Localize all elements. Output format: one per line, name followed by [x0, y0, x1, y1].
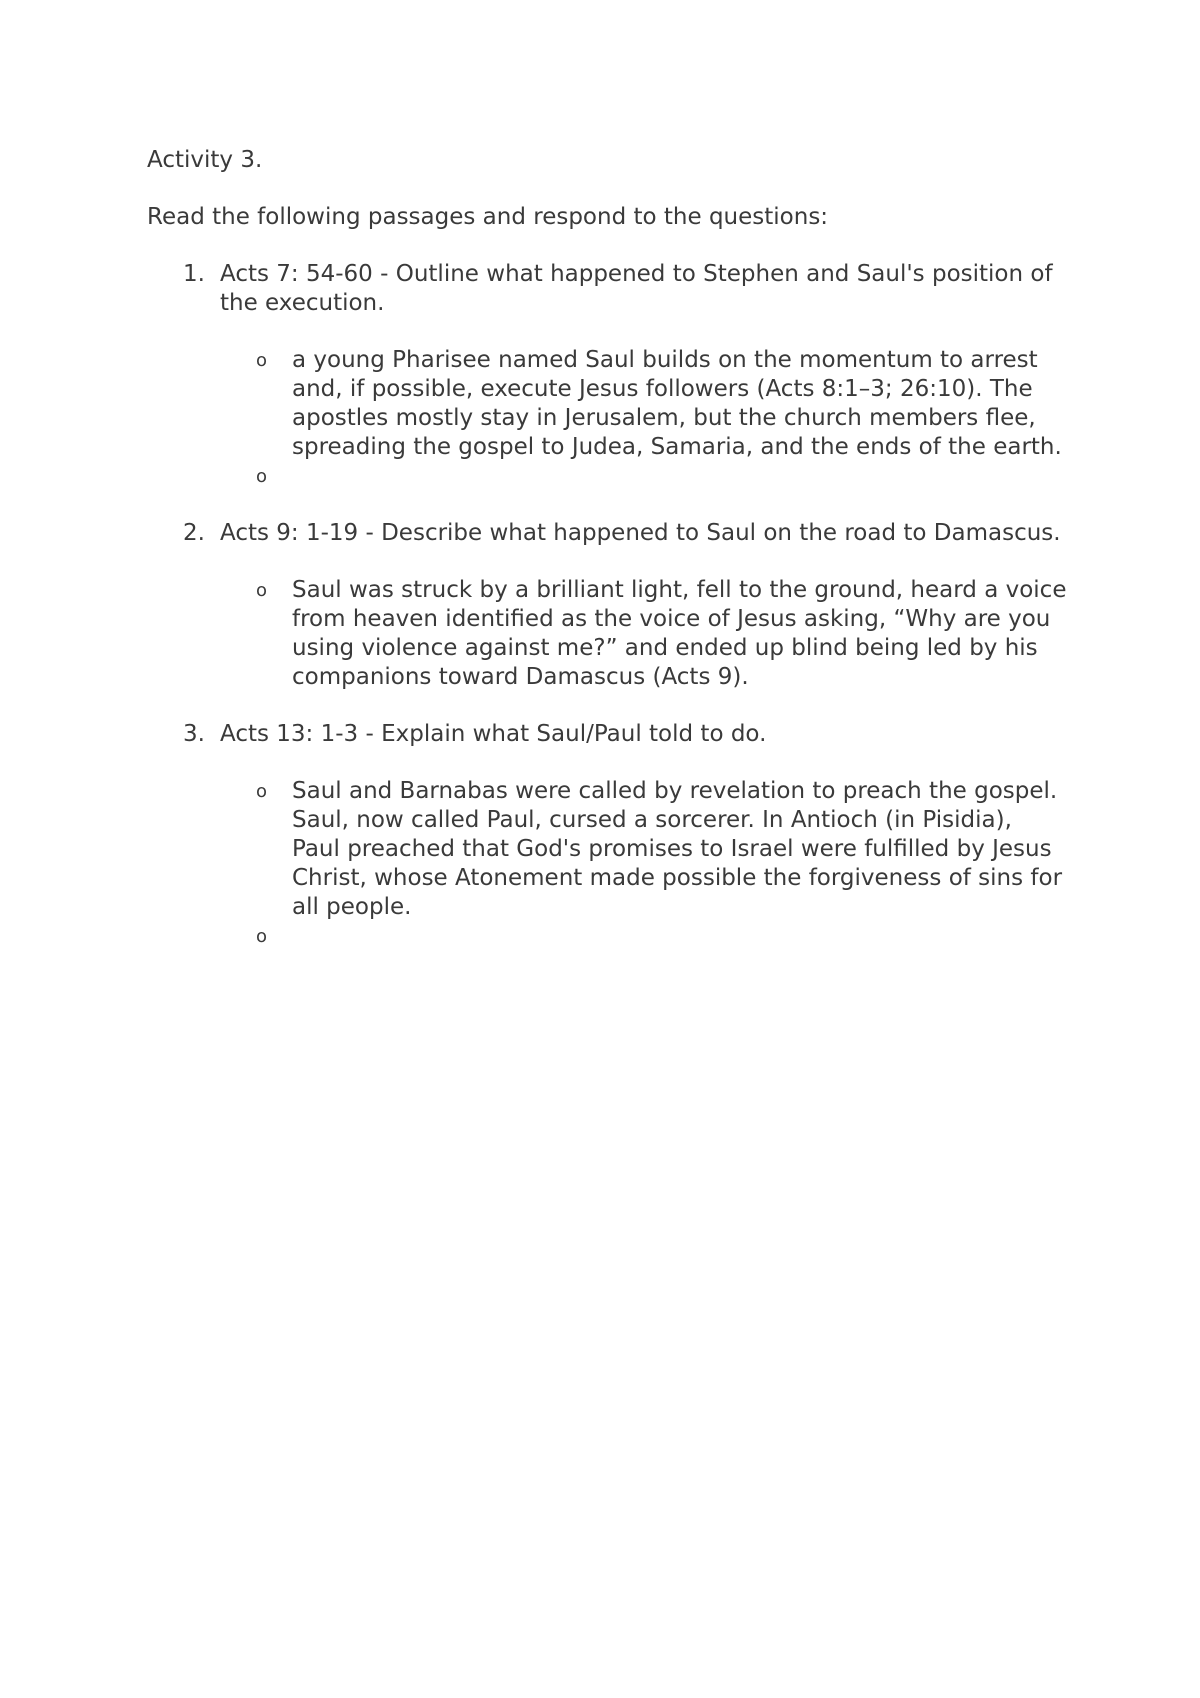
- circle-bullet-icon: o: [256, 466, 268, 487]
- question-text: Acts 7: 54-60 - Outline what happened to Stephen and Saul's position of the execution.: [220, 261, 1053, 316]
- answer-text: Saul and Barnabas were called by revelation to preach the gospel. Saul, now called Paul, cursed a sorcerer. In Antioch (in Pisidia), Paul preached that God's promises to Israel were fulfilled by Jesus Christ, whose Atonement made possible the forgiveness of sins for all people.: [292, 778, 1063, 920]
- answer-item: [220, 576, 1067, 692]
- question-text: Acts 9: 1-19 - Describe what happened to Saul on the road to Damascus.: [220, 520, 1061, 546]
- answer-item: [220, 346, 1067, 462]
- answer-item-empty: [220, 922, 1067, 951]
- question-number: 3.: [183, 721, 205, 747]
- circle-bullet-icon: o: [256, 350, 268, 371]
- answer-text: a young Pharisee named Saul builds on the momentum to arrest and, if possible, execute Jesus followers (Acts 8:1–3; 26:10). The apostles mostly stay in Jerusalem, but the church members flee, spreading the gospel to Judea, Samaria, and the ends of the earth.: [292, 347, 1062, 460]
- instructions-text: Read the following passages and respond to the questions:: [147, 204, 829, 230]
- circle-bullet-icon: o: [256, 926, 268, 947]
- circle-bullet-icon: o: [256, 781, 268, 802]
- question-number: 1.: [183, 261, 205, 287]
- question-text: Acts 13: 1-3 - Explain what Saul/Paul told to do.: [220, 721, 767, 747]
- answer-item: [220, 777, 1067, 922]
- activity-title: Activity 3.: [147, 147, 263, 173]
- answer-list: [220, 346, 1067, 491]
- answer-text: Saul was struck by a brilliant light, fell to the ground, heard a voice from heaven identified as the voice of Jesus asking, “Why are you using violence against me?” and ended up blind being led by his companions toward Damascus (Acts 9).: [292, 577, 1067, 690]
- answer-list: [220, 777, 1067, 951]
- question-number: 2.: [183, 520, 205, 546]
- circle-bullet-icon: o: [256, 580, 268, 601]
- question-item: [147, 260, 1067, 491]
- question-list: [147, 260, 1067, 951]
- document-page: [147, 146, 1067, 979]
- answer-item-empty: [220, 462, 1067, 491]
- question-item: [147, 519, 1067, 692]
- answer-list: [220, 576, 1067, 692]
- question-item: [147, 720, 1067, 951]
